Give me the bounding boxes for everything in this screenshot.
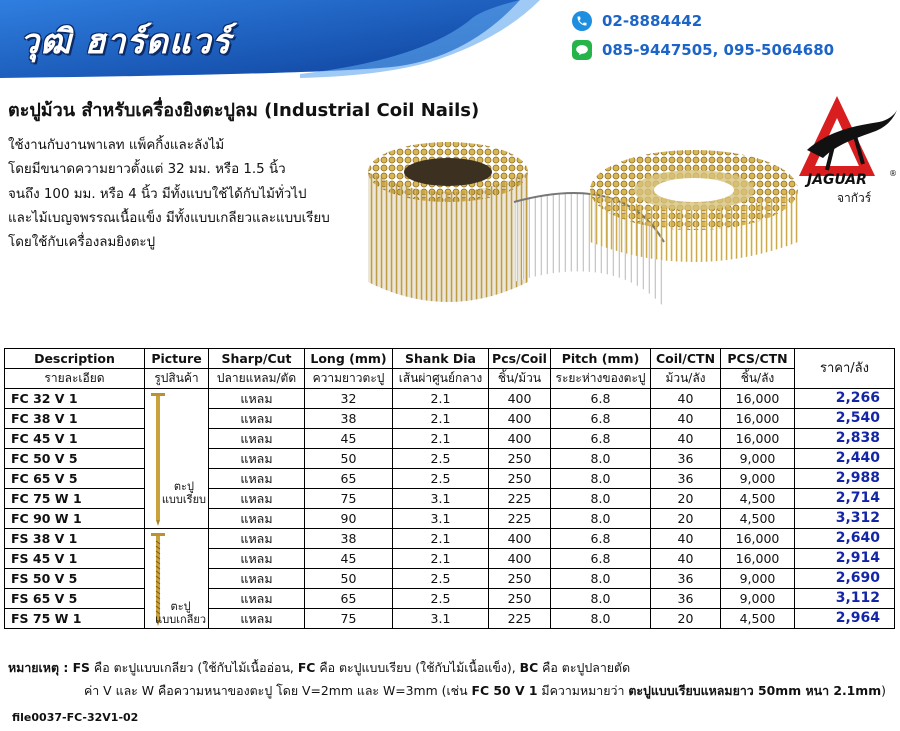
col-header: Shank Dia bbox=[393, 349, 489, 369]
price-cell: 2,640 bbox=[795, 529, 895, 549]
price-cell: 2,964 bbox=[795, 609, 895, 629]
table-body bbox=[5, 389, 895, 629]
shank-dia-cell: 2.1 bbox=[393, 529, 489, 549]
product-code: FC 65 V 5 bbox=[5, 469, 145, 489]
coil-ctn-cell: 36 bbox=[651, 469, 721, 489]
pitch-cell: 8.0 bbox=[551, 509, 651, 529]
note-text: มีความหมายว่า bbox=[537, 683, 629, 698]
price-cell: 2,838 bbox=[795, 429, 895, 449]
length-cell: 65 bbox=[305, 469, 393, 489]
note-text: ) bbox=[881, 683, 886, 698]
sharp-cut-cell: แหลม bbox=[209, 589, 305, 609]
coil-ctn-cell: 36 bbox=[651, 449, 721, 469]
col-subheader: เส้นผ่าศูนย์กลาง bbox=[393, 369, 489, 389]
note-text: คือ ตะปูแบบเรียบ (ใช้กับไม้เนื้อแข็ง), bbox=[315, 660, 520, 675]
pcs-coil-cell: 400 bbox=[489, 529, 551, 549]
pcs-coil-cell: 225 bbox=[489, 489, 551, 509]
shank-dia-cell: 2.5 bbox=[393, 449, 489, 469]
pcs-ctn-cell: 16,000 bbox=[721, 409, 795, 429]
table-row bbox=[5, 529, 895, 549]
sharp-cut-cell: แหลม bbox=[209, 489, 305, 509]
pcs-coil-cell: 400 bbox=[489, 389, 551, 409]
product-code: FS 50 V 5 bbox=[5, 569, 145, 589]
table-header-row bbox=[5, 349, 895, 369]
price-cell: 2,714 bbox=[795, 489, 895, 509]
coil-ctn-cell: 40 bbox=[651, 389, 721, 409]
picture-label bbox=[155, 600, 206, 626]
line-app-icon bbox=[572, 40, 592, 60]
note-text: คือ ตะปูปลายตัด bbox=[538, 660, 631, 675]
shank-dia-cell: 2.5 bbox=[393, 569, 489, 589]
shank-dia-cell: 2.1 bbox=[393, 429, 489, 449]
smooth-nail-picture bbox=[145, 389, 209, 529]
sharp-cut-cell: แหลม bbox=[209, 389, 305, 409]
table-row bbox=[5, 469, 895, 489]
sharp-cut-cell: แหลม bbox=[209, 529, 305, 549]
file-reference: file0037-FC-32V1-02 bbox=[12, 711, 139, 724]
picture-label bbox=[162, 480, 206, 506]
note-text: คือ ตะปูแบบเกลียว (ใช้กับไม้เนื้ออ่อน, bbox=[89, 660, 298, 675]
sharp-cut-cell: แหลม bbox=[209, 429, 305, 449]
price-cell: 2,690 bbox=[795, 569, 895, 589]
pcs-coil-cell: 400 bbox=[489, 409, 551, 429]
note-line-2 bbox=[84, 682, 886, 701]
logo-wordmark: JAGUAR bbox=[807, 172, 867, 188]
note-line-1 bbox=[8, 659, 630, 678]
price-cell: 2,914 bbox=[795, 549, 895, 569]
description-line: โดยใช้กับเครื่องลมยิงตะปู bbox=[8, 235, 156, 251]
product-code: FC 38 V 1 bbox=[5, 409, 145, 429]
length-cell: 38 bbox=[305, 529, 393, 549]
header bbox=[0, 0, 900, 78]
coil-ctn-cell: 40 bbox=[651, 549, 721, 569]
picture-label-line: ตะปู bbox=[170, 600, 191, 613]
length-cell: 50 bbox=[305, 569, 393, 589]
col-header: Pcs/Coil bbox=[489, 349, 551, 369]
length-cell: 50 bbox=[305, 449, 393, 469]
col-header: Sharp/Cut bbox=[209, 349, 305, 369]
product-code: FS 38 V 1 bbox=[5, 529, 145, 549]
pitch-cell: 6.8 bbox=[551, 389, 651, 409]
product-description bbox=[8, 134, 368, 255]
length-cell: 65 bbox=[305, 589, 393, 609]
pcs-coil-cell: 250 bbox=[489, 449, 551, 469]
pcs-ctn-cell: 9,000 bbox=[721, 569, 795, 589]
pitch-cell: 8.0 bbox=[551, 469, 651, 489]
table-row bbox=[5, 489, 895, 509]
col-subheader: ความยาวตะปู bbox=[305, 369, 393, 389]
length-cell: 32 bbox=[305, 389, 393, 409]
coil-ctn-cell: 40 bbox=[651, 409, 721, 429]
price-table bbox=[4, 348, 895, 629]
product-code: FC 75 W 1 bbox=[5, 489, 145, 509]
picture-label-line: แบบเรียบ bbox=[161, 493, 206, 506]
sharp-cut-cell: แหลม bbox=[209, 469, 305, 489]
note-emphasis: ตะปูแบบเรียบแหลมยาว 50mm หนา 2.1mm bbox=[628, 683, 882, 698]
brand-name: วุฒิ ฮาร์ดแวร์ bbox=[20, 22, 232, 62]
pcs-ctn-cell: 4,500 bbox=[721, 609, 795, 629]
phone-icon bbox=[572, 11, 592, 31]
table-subheader-row bbox=[5, 369, 895, 389]
shank-dia-cell: 3.1 bbox=[393, 509, 489, 529]
pitch-cell: 8.0 bbox=[551, 589, 651, 609]
line-contact[interactable] bbox=[572, 40, 834, 60]
coil-ctn-cell: 20 bbox=[651, 509, 721, 529]
product-code: FC 32 V 1 bbox=[5, 389, 145, 409]
col-header: Long (mm) bbox=[305, 349, 393, 369]
product-code: FC 50 V 5 bbox=[5, 449, 145, 469]
description-line: ใช้งานกับงานพาเลท แพ็คกิ้งและลังไม้ bbox=[8, 138, 225, 153]
table-row bbox=[5, 589, 895, 609]
coil-ctn-cell: 40 bbox=[651, 529, 721, 549]
pitch-cell: 6.8 bbox=[551, 409, 651, 429]
note-code: FC 50 V 1 bbox=[471, 683, 538, 698]
pitch-cell: 8.0 bbox=[551, 609, 651, 629]
col-subheader: ชิ้น/ลัง bbox=[721, 369, 795, 389]
shank-dia-cell: 3.1 bbox=[393, 489, 489, 509]
description-line: โดยมีขนาดความยาวตั้งแต่ 32 มม. หรือ 1.5 นิ้ว bbox=[8, 162, 286, 178]
pcs-coil-cell: 225 bbox=[489, 609, 551, 629]
price-cell: 2,266 bbox=[795, 389, 895, 409]
length-cell: 45 bbox=[305, 549, 393, 569]
mobile-numbers: 085-9447505, 095-5064680 bbox=[602, 41, 835, 59]
price-cell: 2,540 bbox=[795, 409, 895, 429]
pitch-cell: 6.8 bbox=[551, 529, 651, 549]
price-cell: 2,988 bbox=[795, 469, 895, 489]
shank-dia-cell: 2.5 bbox=[393, 469, 489, 489]
product-code: FS 65 V 5 bbox=[5, 589, 145, 609]
pitch-cell: 8.0 bbox=[551, 449, 651, 469]
table-row bbox=[5, 449, 895, 469]
col-header: Pitch (mm) bbox=[551, 349, 651, 369]
phone-number: 02-8884442 bbox=[602, 12, 703, 30]
description-line: และไม้เบญจพรรณเนื้อแข็ง มีทั้งแบบเกลียวและแบบเรียบ bbox=[8, 210, 330, 226]
pcs-ctn-cell: 4,500 bbox=[721, 509, 795, 529]
length-cell: 90 bbox=[305, 509, 393, 529]
shank-dia-cell: 2.1 bbox=[393, 409, 489, 429]
price-cell: 2,440 bbox=[795, 449, 895, 469]
pcs-coil-cell: 250 bbox=[489, 589, 551, 609]
col-header-price: ราคา/ลัง bbox=[795, 349, 895, 389]
table-row bbox=[5, 409, 895, 429]
pcs-coil-cell: 250 bbox=[489, 569, 551, 589]
price-cell: 3,312 bbox=[795, 509, 895, 529]
pitch-cell: 8.0 bbox=[551, 569, 651, 589]
product-code: FC 45 V 1 bbox=[5, 429, 145, 449]
table-row bbox=[5, 389, 895, 409]
note-code: FC bbox=[297, 660, 316, 675]
product-code: FS 75 W 1 bbox=[5, 609, 145, 629]
pcs-ctn-cell: 9,000 bbox=[721, 589, 795, 609]
coil-ctn-cell: 20 bbox=[651, 489, 721, 509]
pcs-ctn-cell: 9,000 bbox=[721, 469, 795, 489]
length-cell: 38 bbox=[305, 409, 393, 429]
table-row bbox=[5, 429, 895, 449]
description-line: จนถึง 100 มม. หรือ 4 นิ้ว มีทั้งแบบใช้ได้กับไม้ทั่วไป bbox=[8, 186, 307, 202]
col-header: PCS/CTN bbox=[721, 349, 795, 369]
registered-mark: ® bbox=[889, 169, 897, 178]
smooth-nail-icon bbox=[147, 393, 169, 527]
pcs-ctn-cell: 16,000 bbox=[721, 529, 795, 549]
pcs-coil-cell: 400 bbox=[489, 429, 551, 449]
pitch-cell: 8.0 bbox=[551, 489, 651, 509]
pcs-coil-cell: 225 bbox=[489, 509, 551, 529]
col-header: Picture bbox=[145, 349, 209, 369]
product-title: ตะปูม้วน สำหรับเครื่องยิงตะปูลม (Industrial Coil Nails) bbox=[8, 100, 480, 121]
sharp-cut-cell: แหลม bbox=[209, 569, 305, 589]
col-header: Coil/CTN bbox=[651, 349, 721, 369]
sharp-cut-cell: แหลม bbox=[209, 609, 305, 629]
col-subheader: ปลายแหลม/ตัด bbox=[209, 369, 305, 389]
sharp-cut-cell: แหลม bbox=[209, 449, 305, 469]
shank-dia-cell: 2.5 bbox=[393, 589, 489, 609]
note-code: FS bbox=[72, 660, 90, 675]
pcs-ctn-cell: 9,000 bbox=[721, 449, 795, 469]
coil-ctn-cell: 36 bbox=[651, 589, 721, 609]
table-row bbox=[5, 569, 895, 589]
coil-ctn-cell: 36 bbox=[651, 569, 721, 589]
pcs-ctn-cell: 16,000 bbox=[721, 549, 795, 569]
sharp-cut-cell: แหลม bbox=[209, 549, 305, 569]
picture-label-line: ตะปู bbox=[173, 480, 194, 493]
coil-ctn-cell: 40 bbox=[651, 429, 721, 449]
col-subheader: ชิ้น/ม้วน bbox=[489, 369, 551, 389]
pcs-coil-cell: 400 bbox=[489, 549, 551, 569]
note-label: หมายเหตุ : bbox=[8, 660, 73, 675]
col-subheader: รายละเอียด bbox=[5, 369, 145, 389]
table-row bbox=[5, 549, 895, 569]
product-code: FC 90 W 1 bbox=[5, 509, 145, 529]
shank-dia-cell: 3.1 bbox=[393, 609, 489, 629]
coil-ctn-cell: 20 bbox=[651, 609, 721, 629]
pitch-cell: 6.8 bbox=[551, 429, 651, 449]
table-row bbox=[5, 509, 895, 529]
product-code: FS 45 V 1 bbox=[5, 549, 145, 569]
pitch-cell: 6.8 bbox=[551, 549, 651, 569]
note-text: ค่า V และ W คือความหนาของตะปู โดย V=2mm และ W=3mm (เช่น bbox=[84, 683, 472, 698]
length-cell: 75 bbox=[305, 489, 393, 509]
shank-dia-cell: 2.1 bbox=[393, 549, 489, 569]
note-code: BC bbox=[519, 660, 539, 675]
col-subheader: ระยะห่างของตะปู bbox=[551, 369, 651, 389]
length-cell: 75 bbox=[305, 609, 393, 629]
logo-thai-name: จากัวร์ bbox=[837, 191, 872, 205]
spiral-nail-picture bbox=[145, 529, 209, 629]
sharp-cut-cell: แหลม bbox=[209, 509, 305, 529]
shank-dia-cell: 2.1 bbox=[393, 389, 489, 409]
col-subheader: ม้วน/ลัง bbox=[651, 369, 721, 389]
jaguar-logo bbox=[797, 92, 900, 202]
table-row bbox=[5, 609, 895, 629]
pcs-coil-cell: 250 bbox=[489, 469, 551, 489]
pcs-ctn-cell: 4,500 bbox=[721, 489, 795, 509]
pcs-ctn-cell: 16,000 bbox=[721, 429, 795, 449]
length-cell: 45 bbox=[305, 429, 393, 449]
sharp-cut-cell: แหลม bbox=[209, 409, 305, 429]
phone-contact[interactable] bbox=[572, 11, 702, 31]
price-cell: 3,112 bbox=[795, 589, 895, 609]
col-header: Description bbox=[5, 349, 145, 369]
coil-nails-photo bbox=[364, 132, 802, 330]
col-subheader: รูปสินค้า bbox=[145, 369, 209, 389]
pcs-ctn-cell: 16,000 bbox=[721, 389, 795, 409]
picture-label-line: แบบเกลียว bbox=[155, 613, 206, 626]
